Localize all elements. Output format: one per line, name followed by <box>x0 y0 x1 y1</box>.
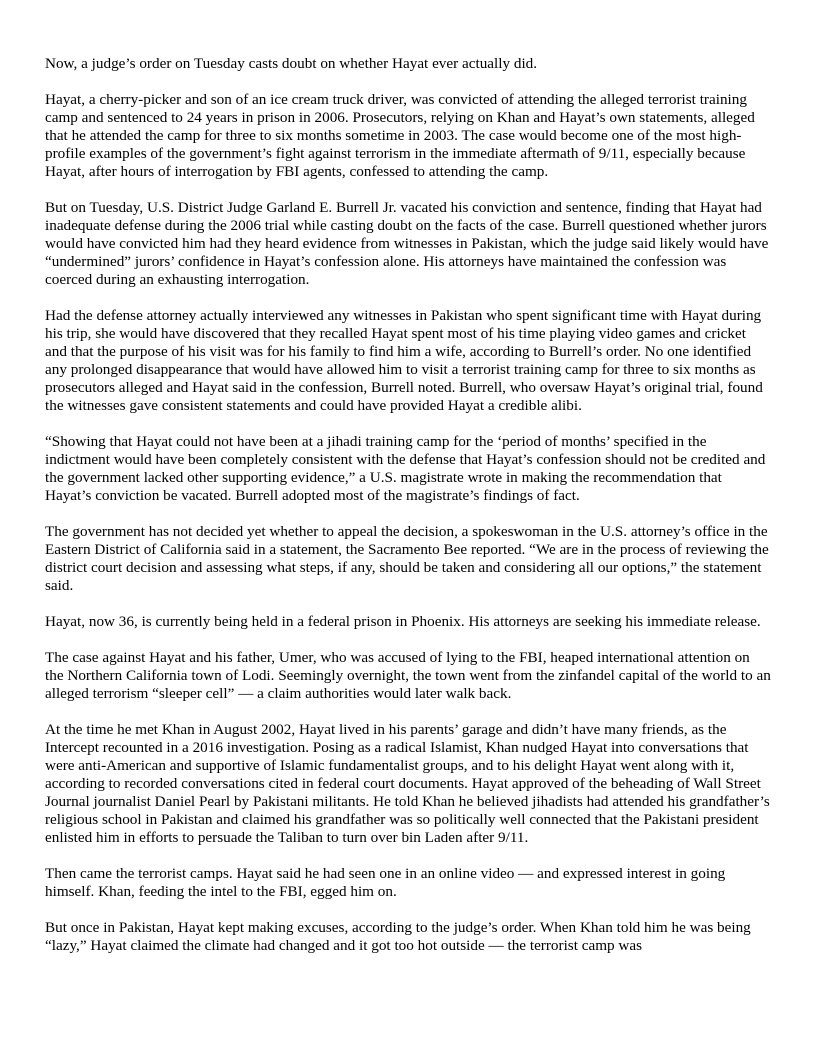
paragraph: The government has not decided yet whether to appeal the decision, a spokeswoman in the U.S. attorney’s office in the Eastern District of California said in a statement, the Sacramento Bee reported. “We are in the process of reviewing the district court decision and assessing what steps, if any, should be taken and considering all our options,” the statement said. <box>45 523 769 594</box>
paragraph: The case against Hayat and his father, Umer, who was accused of lying to the FBI, heaped international attention on the Northern California town of Lodi. Seemingly overnight, the town went from the zinfandel capital of the world to an alleged terrorism “sleeper cell” — a claim authorities would later walk back. <box>45 649 771 702</box>
paragraph: At the time he met Khan in August 2002, Hayat lived in his parents’ garage and didn’t have many friends, as the Intercept recounted in a 2016 investigation. Posing as a radical Islamist, Khan nudged Hayat into conversations that were anti-American and supportive of Islamic fundamentalist groups, and to his delight Hayat went along with it, according to recorded conversations cited in federal court documents. Hayat approved of the beheading of Wall Street Journal journalist Daniel Pearl by Pakistani militants. He told Khan he believed jihadists had attended his grandfather’s religious school in Pakistan and claimed his grandfather was so politically well connected that the Pakistani president enlisted him in efforts to persuade the Taliban to turn over bin Laden after 9/11. <box>45 721 770 846</box>
paragraph: But on Tuesday, U.S. District Judge Garland E. Burrell Jr. vacated his conviction and sentence, finding that Hayat had inadequate defense during the 2006 trial while casting doubt on the facts of the case. Burrell questioned whether jurors would have convicted him had they heard evidence from witnesses in Pakistan, which the judge said likely would have “undermined” jurors’ confidence in Hayat’s confession alone. His attorneys have maintained the confession was coerced during an exhausting interrogation. <box>45 199 769 288</box>
article-body <box>45 55 771 955</box>
paragraph: “Showing that Hayat could not have been at a jihadi training camp for the ‘period of months’ specified in the indictment would have been completely consistent with the defense that Hayat’s confession should not be credited and the government lacked other supporting evidence,” a U.S. magistrate wrote in making the recommendation that Hayat’s conviction be vacated. Burrell adopted most of the magistrate’s findings of fact. <box>45 433 766 504</box>
paragraph: Now, a judge’s order on Tuesday casts doubt on whether Hayat ever actually did. <box>45 55 538 72</box>
paragraph: Had the defense attorney actually interviewed any witnesses in Pakistan who spent significant time with Hayat during his trip, she would have discovered that they recalled Hayat spent most of his time playing video games and cricket and that the purpose of his visit was for his family to find him a wife, according to Burrell’s order. No one identified any prolonged disappearance that would have allowed him to visit a terrorist training camp for three to six months as prosecutors alleged and Hayat said in the confession, Burrell noted. Burrell, who oversaw Hayat’s original trial, found the witnesses gave consistent statements and could have provided Hayat a credible alibi. <box>45 307 763 414</box>
paragraph: Then came the terrorist camps. Hayat said he had seen one in an online video — and expressed interest in going himself. Khan, feeding the intel to the FBI, egged him on. <box>45 865 726 900</box>
paragraph: But once in Pakistan, Hayat kept making excuses, according to the judge’s order. When Khan told him he was being “lazy,” Hayat claimed the climate had changed and it got too hot outside — the terrorist camp was <box>45 919 751 954</box>
paragraph: Hayat, a cherry-picker and son of an ice cream truck driver, was convicted of attending the alleged terrorist training camp and sentenced to 24 years in prison in 2006. Prosecutors, relying on Khan and Hayat’s own statements, alleged that he attended the camp for three to six months sometime in 2003. The case would become one of the most high-profile examples of the government’s fight against terrorism in the immediate aftermath of 9/11, especially because Hayat, after hours of interrogation by FBI agents, confessed to attending the camp. <box>45 91 755 180</box>
paragraph: Hayat, now 36, is currently being held in a federal prison in Phoenix. His attorneys are seeking his immediate release. <box>45 613 761 630</box>
